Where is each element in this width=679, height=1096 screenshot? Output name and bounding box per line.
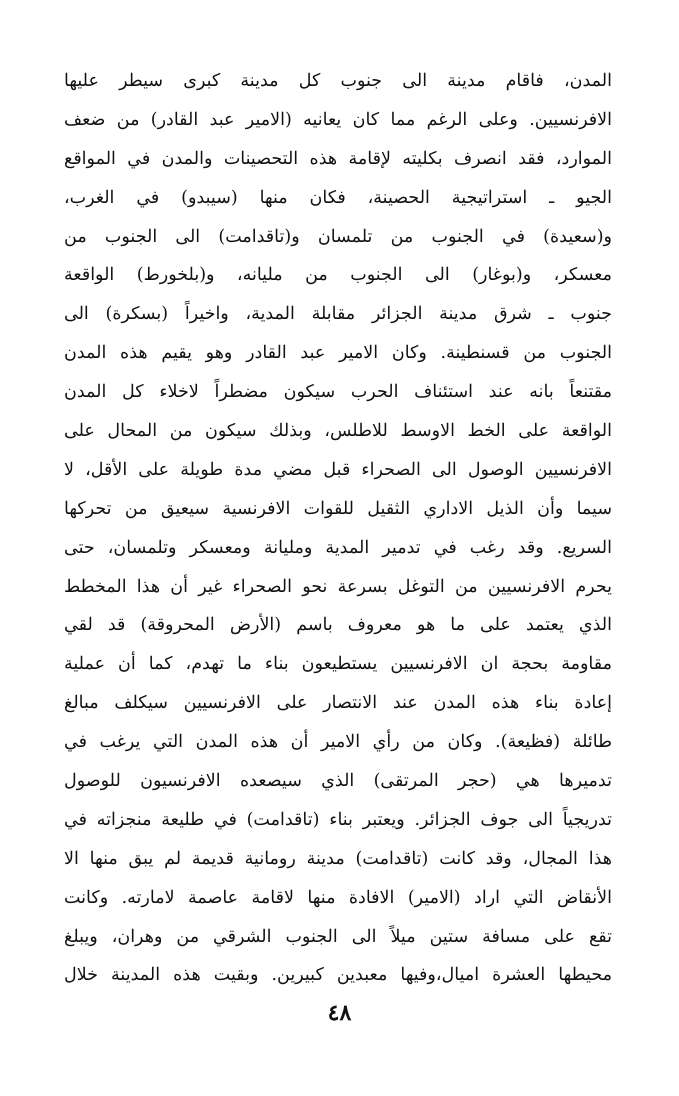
text-line: محيطها العشرة اميال،وفيها معبدين كبيرين. وبقيت هذه المدينة خلال <box>64 965 612 986</box>
text-line: تدميرها هي (حجر المرتقى) الذي سيصعده الافرنسيون للوصول <box>64 771 612 792</box>
text-line: جنوب ـ شرق مدينة الجزائر مقابلة المدية، واخيراً (بسكرة) الى <box>64 304 612 325</box>
text-line: يحرم الافرنسيين من التوغل بسرعة نحو الصحراء غير أن هذا المخطط <box>64 576 612 597</box>
text-line: الافرنسيين. وعلى الرغم مما كان يعانيه (الامير عبد القادر) من ضعف <box>64 109 612 130</box>
text-line: الواقعة على الخط الاوسط للاطلس، وبذلك سيكون من المحال على <box>64 421 612 442</box>
text-line: معسكر، و(بوغار) الى الجنوب من مليانه، و(بلخورط) الواقعة <box>64 265 612 286</box>
text-line: تدريجياً الى جوف الجزائر. ويعتبر بناء (تاقدامت) في طليعة منجزاته في <box>64 809 612 830</box>
text-line: مقتنعاً بانه عند استئناف الحرب سيكون مضطراً لاخلاء كل المدن <box>64 382 612 403</box>
text-line: الذي يعتمد على ما هو معروف باسم (الأرض المحروقة) قد لقي <box>64 615 612 636</box>
text-line: طائلة (فظيعة). وكان من رأي الامير أن هذه المدن التي يرغب في <box>64 732 612 753</box>
text-line: هذا المجال، وقد كانت (تاقدامت) مدينة رومانية قديمة لم يبق منها الا <box>64 848 612 869</box>
text-line: الجيو ـ استراتيجية الحصينة، فكان منها (سيبدو) في الغرب، <box>64 187 612 208</box>
text-line: الأنقاض التي اراد (الامير) الافادة منها لاقامة عاصمة لامارته. وكانت <box>64 887 612 908</box>
text-line: إعادة بناء هذه المدن عند الانتصار على الافرنسيين سيكلف مبالغ <box>64 693 612 714</box>
text-line: الجنوب من قسنطينة. وكان الامير عبد القادر وهو يقيم هذه المدن <box>64 343 612 364</box>
text-line: تقع على مسافة ستين ميلاً الى الجنوب الشرقي من وهران، ويبلغ <box>64 926 612 947</box>
page-number: ٤٨ <box>327 1000 352 1026</box>
text-line: السريع. وقد رغب في تدمير المدية ومليانة ومعسكر وتلمسان، حتى <box>64 537 612 558</box>
text-line: المدن، فاقام مدينة الى جنوب كل مدينة كبرى سيطر عليها <box>64 71 612 91</box>
text-line: و(سعيدة) في الجنوب من تلمسان و(تاقدامت) الى الجنوب من <box>64 226 612 247</box>
text-line: مقاومة بحجة ان الافرنسيين يستطيعون بناء ما تهدم، كما أن عملية <box>64 654 612 675</box>
text-line: سيما وأن الذيل الاداري الثقيل للقوات الافرنسية سيعيق من تحركها <box>64 498 612 519</box>
text-line: الافرنسيين الوصول الى الصحراء قبل مضي مدة طويلة على الأقل، لا <box>64 459 612 480</box>
body-text <box>64 62 612 995</box>
text-line: الموارد، فقد انصرف بكليته لإقامة هذه التحصينات والمدن في المواقع <box>64 148 612 169</box>
